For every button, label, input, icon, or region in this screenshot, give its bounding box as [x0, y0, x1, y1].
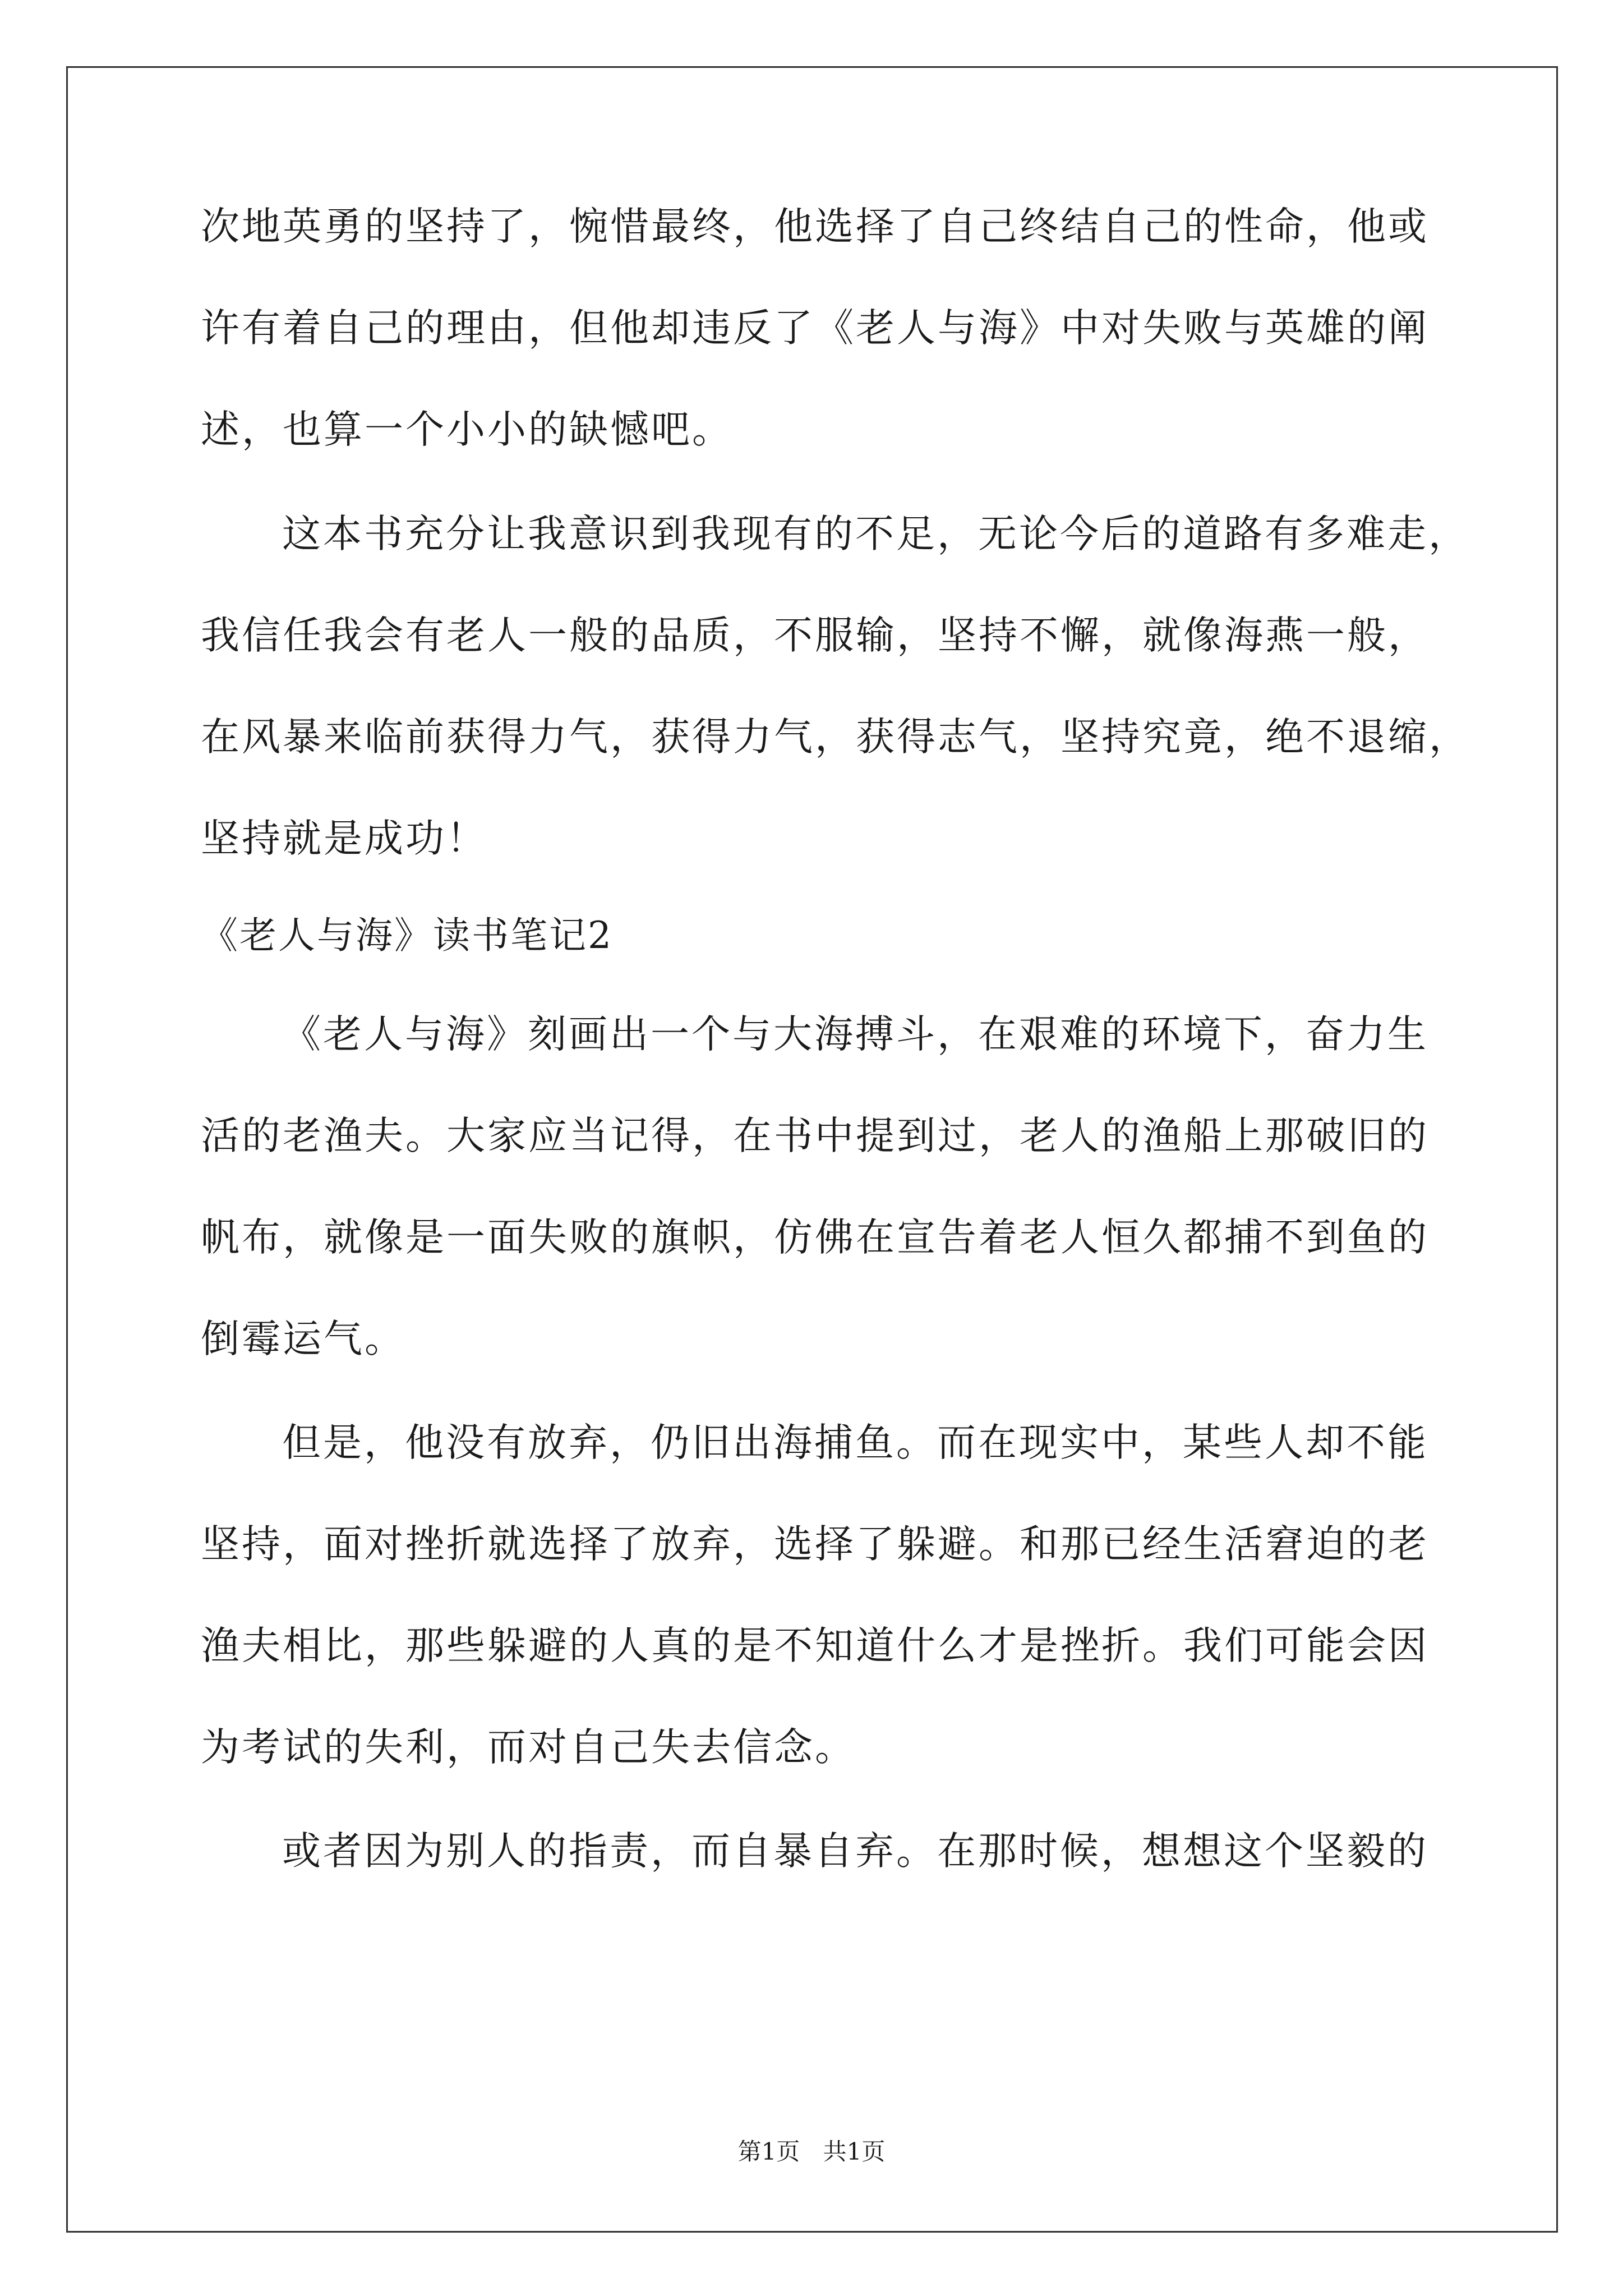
page-footer — [0, 2140, 1623, 2164]
paragraph-first-line: 《老人与海》刻画出一个与大海搏斗，在艰难的环境下，奋力生 — [282, 1012, 1428, 1057]
text-line: 渔夫相比，那些躲避的人真的是不知道什么才是挫折。我们可能会因 — [201, 1623, 1429, 1668]
text-line: 述，也算一个小小的缺憾吧。 — [201, 407, 733, 452]
text-line: 倒霉运气。 — [201, 1317, 405, 1361]
text-line: 我信任我会有老人一般的品质，不服输，坚持不懈，就像海燕一般， — [201, 613, 1429, 658]
paragraph-first-line: 或者因为别人的指责，而自暴自弃。在那时候，想想这个坚毅的 — [282, 1829, 1428, 1874]
paragraph-first-line: 这本书充分让我意识到我现有的不足，无论今后的道路有多难走， — [282, 512, 1469, 556]
text-line: 坚持就是成功！ — [201, 816, 487, 861]
text-line: 为考试的失利，而对自己失去信念。 — [201, 1725, 856, 1770]
text-line: 许有着自己的理由，但他却违反了《老人与海》中对失败与英雄的阐 — [201, 306, 1429, 351]
section-heading: 《老人与海》读书笔记2 — [201, 914, 613, 957]
text-line: 次地英勇的坚持了，惋惜最终，他选择了自己终结自己的性命，他或 — [201, 204, 1429, 249]
text-line: 坚持，面对挫折就选择了放弃，选择了躲避。和那已经生活窘迫的老 — [201, 1522, 1429, 1567]
page-number: 第1页 — [737, 2138, 800, 2165]
text-line: 活的老渔夫。大家应当记得，在书中提到过，老人的渔船上那破旧的 — [201, 1114, 1429, 1158]
paragraph-first-line: 但是，他没有放弃，仍旧出海捕鱼。而在现实中，某些人却不能 — [282, 1420, 1428, 1465]
page-count: 共1页 — [823, 2138, 886, 2165]
text-line: 帆布，就像是一面失败的旗帜，仿佛在宣告着老人恒久都捕不到鱼的 — [201, 1215, 1429, 1260]
text-line: 在风暴来临前获得力气，获得力气，获得志气，坚持究竟，绝不退缩， — [201, 715, 1470, 760]
